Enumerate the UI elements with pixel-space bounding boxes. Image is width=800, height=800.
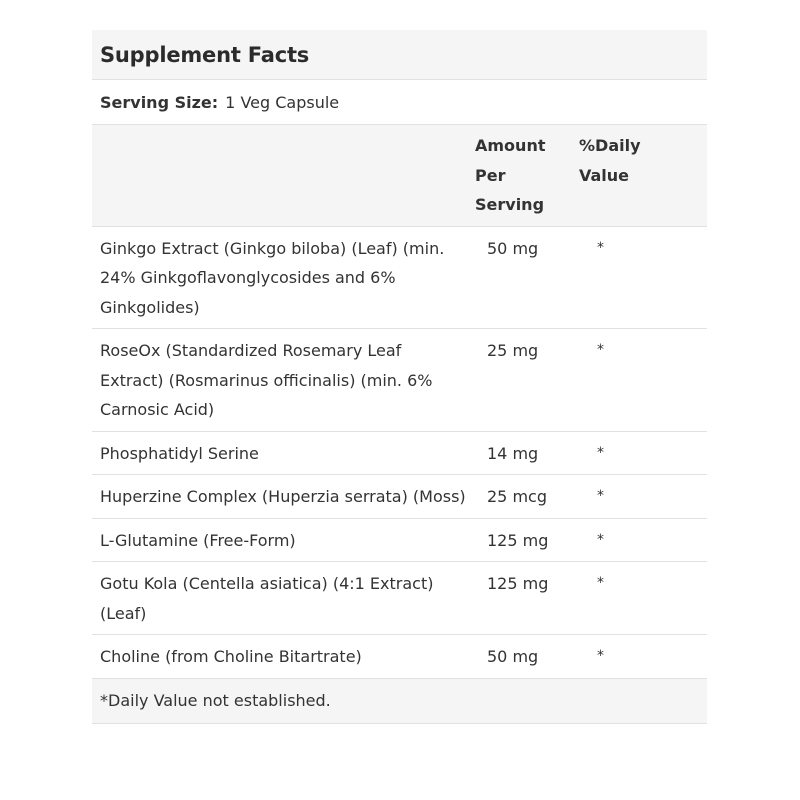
header-amount xyxy=(464,131,577,220)
footnote: *Daily Value not established. xyxy=(100,691,331,710)
table-row xyxy=(92,562,707,635)
ingredient-name: L-Glutamine (Free-Form) xyxy=(100,530,296,550)
serving-size-value: 1 Veg Capsule xyxy=(225,92,340,112)
ingredient-amount: 50 mg xyxy=(487,238,539,258)
panel-title: Supplement Facts xyxy=(100,42,310,67)
table-row xyxy=(92,329,707,432)
ingredient-amount: 25 mcg xyxy=(487,487,547,506)
ingredient-daily-value: * xyxy=(597,342,604,358)
table-row xyxy=(92,432,707,476)
supplement-facts-panel xyxy=(92,30,707,724)
ingredient-name: Gotu Kola (Centella asiatica) (4:1 Extract) (Leaf) xyxy=(100,574,434,623)
table-row xyxy=(92,227,707,330)
ingredient-daily-value: * xyxy=(597,531,604,548)
header-dv-line: Value xyxy=(579,165,630,185)
ingredient-name: RoseOx (Standardized Rosemary Leaf Extract) (Rosmarinus officinalis) (min. 6% Carnosic Acid) xyxy=(100,341,433,419)
ingredient-daily-value: * xyxy=(597,488,604,504)
ingredient-daily-value: * xyxy=(597,575,604,591)
header-amount-line: Amount xyxy=(475,136,546,155)
header-amount-line: Serving xyxy=(475,195,545,214)
ingredient-amount: 125 mg xyxy=(487,574,549,593)
serving-size-row xyxy=(92,80,707,125)
serving-size-label: Serving Size: xyxy=(100,92,219,112)
table-row xyxy=(92,519,707,563)
ingredient-amount: 125 mg xyxy=(487,530,549,550)
ingredient-name: Ginkgo Extract (Ginkgo biloba) (Leaf) (min. 24% Ginkgoflavonglycosides and 6% Ginkgolides) xyxy=(100,238,445,317)
header-dv-line: %Daily xyxy=(579,136,641,155)
ingredient-daily-value: * xyxy=(597,444,604,461)
ingredient-amount: 14 mg xyxy=(487,443,539,463)
table-row xyxy=(92,475,707,519)
header-daily-value xyxy=(577,131,707,220)
table-row xyxy=(92,635,707,679)
footnote-row xyxy=(92,679,707,724)
ingredient-name: Choline (from Choline Bitartrate) xyxy=(100,647,362,666)
ingredient-daily-value: * xyxy=(597,239,604,256)
ingredient-name: Huperzine Complex (Huperzia serrata) (Moss) xyxy=(100,487,466,506)
ingredient-amount: 50 mg xyxy=(487,647,539,666)
ingredient-amount: 25 mg xyxy=(487,341,539,360)
header-name-cell xyxy=(92,131,464,220)
title-row xyxy=(92,30,707,80)
header-amount-line: Per xyxy=(475,165,506,185)
ingredient-daily-value: * xyxy=(597,648,604,664)
ingredient-name: Phosphatidyl Serine xyxy=(100,443,259,463)
table-header xyxy=(92,125,707,227)
